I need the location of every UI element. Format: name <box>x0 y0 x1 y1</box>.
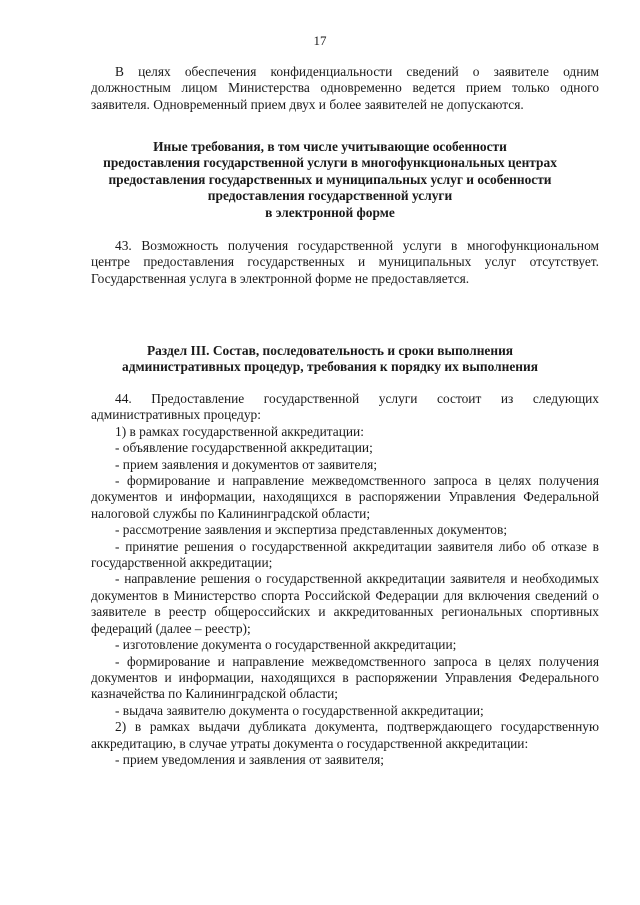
list-item: - формирование и направление межведомственного запроса в целях получения документов и информации, находящихся в распоряжении Управления Федерального казначейства по Калининградской области; <box>91 653 599 702</box>
list-item: 1) в рамках государственной аккредитации: <box>115 423 364 439</box>
heading-line: Раздел III. Состав, последовательность и сроки выполнения <box>146 343 514 358</box>
procedures-block <box>91 391 599 768</box>
list-item: - изготовление документа о государственной аккредитации; <box>115 637 457 653</box>
list-item: - прием заявления и документов от заявителя; <box>115 456 378 472</box>
list-item: - выдача заявителю документа о государственной аккредитации; <box>115 702 484 718</box>
confidentiality-paragraph-block <box>91 64 599 113</box>
list-item: - прием уведомления и заявления от заявителя; <box>115 751 384 767</box>
paragraph-43: 43. Возможность получения государственной услуги в многофункциональном центре предоставления государственных и муниципальных услуг отсутствует. Государственная услуга в электронной форме не предоставляется. <box>91 238 599 286</box>
heading-line: предоставления государственной услуги в многофункциональных центрах <box>103 155 557 171</box>
other-requirements-heading <box>60 139 600 221</box>
section-3-heading <box>60 343 600 376</box>
list-item: - формирование и направление межведомственного запроса в целях получения документов и информации, находящихся в распоряжении Управления Федеральной налоговой службы по Калининградской области; <box>91 473 599 521</box>
heading-line: предоставления государственной услуги <box>207 188 453 204</box>
heading-line: предоставления государственных и муниципальных услуг и особенности <box>108 171 552 187</box>
paragraph-44: 44. Предоставление государственной услуги состоит из следующих административных процедур: <box>91 391 599 423</box>
heading-line: административных процедур, требования к порядку их выполнения <box>122 359 538 375</box>
page-number: 17 <box>313 33 327 48</box>
list-item: - принятие решения о государственной аккредитации заявителя либо об отказе в государственной аккредитации; <box>91 538 599 571</box>
heading-line: Иные требования, в том числе учитывающие особенности <box>153 139 507 154</box>
heading-line: в электронной форме <box>265 204 395 220</box>
list-item: - рассмотрение заявления и экспертиза представленных документов; <box>115 522 508 538</box>
confidentiality-paragraph: В целях обеспечения конфиденциальности сведений о заявителе одним должностным лицом Министерства одновременно ведется прием только одного заявителя. Одновременный прием двух и более заявителей не допускаются. <box>91 64 599 112</box>
paragraph-43-block <box>91 238 599 287</box>
list-item: - объявление государственной аккредитации; <box>115 440 373 456</box>
list-item: - направление решения о государственной аккредитации заявителя и необходимых документов в Министерство спорта Российской Федерации для включения сведений о заявителе в реестр общероссийских и аккредитованных региональных спортивных федераций (далее – реестр); <box>91 571 599 636</box>
list-item: 2) в рамках выдачи дубликата документа, подтверждающего государственную аккредитацию, в случае утраты документа о государственной аккредитации: <box>91 719 599 751</box>
